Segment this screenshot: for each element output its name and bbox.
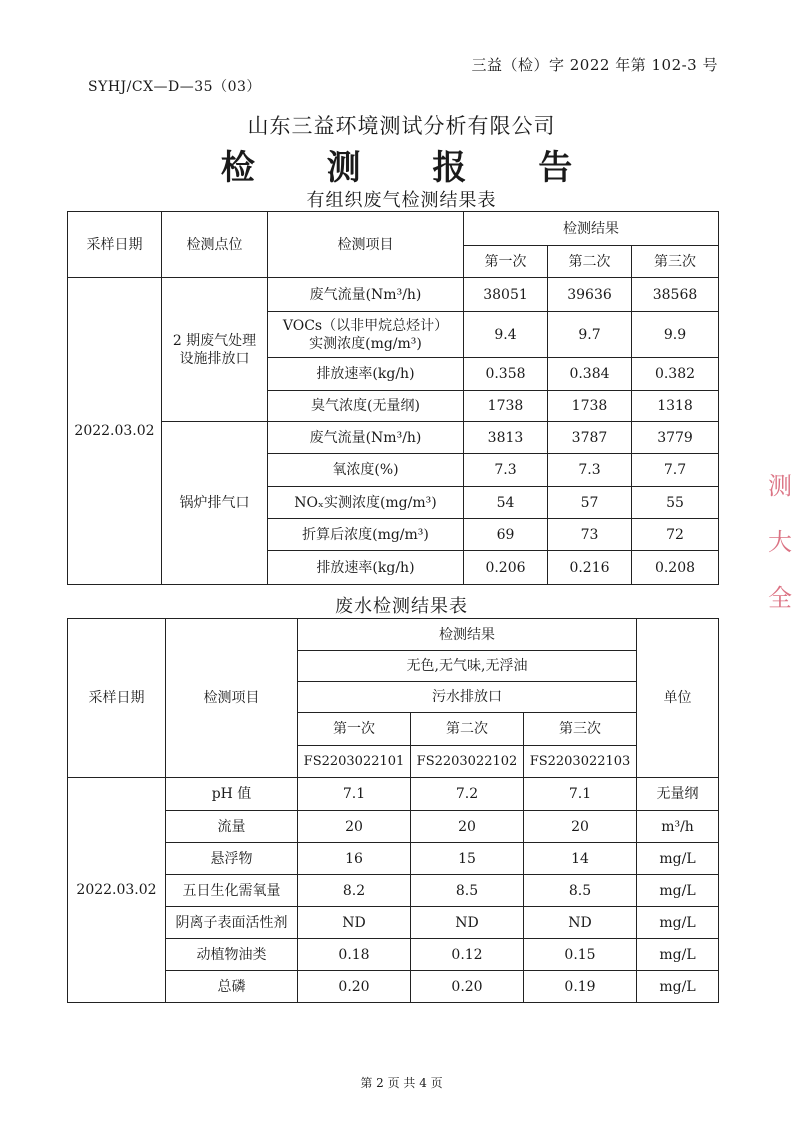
water-value-1: 0.20 [298, 971, 411, 1003]
water-value-2: ND [411, 907, 524, 939]
gas-value-1: 7.3 [464, 454, 548, 487]
table-row [68, 811, 719, 843]
table-row [68, 971, 719, 1003]
gas-value-3: 3779 [632, 422, 719, 454]
table-row [68, 843, 719, 875]
gas-value-1: 54 [464, 487, 548, 519]
gas-value-3: 9.9 [632, 312, 719, 358]
water-unit: mg/L [637, 875, 719, 907]
water-value-1: ND [298, 907, 411, 939]
table-row [68, 907, 719, 939]
table-row [68, 939, 719, 971]
water-unit: 无量纲 [637, 778, 719, 811]
water-sample-id-1: FS2203022101 [298, 746, 411, 778]
water-item-name: pH 值 [166, 778, 298, 811]
water-unit: m³/h [637, 811, 719, 843]
water-sample-id-2: FS2203022102 [411, 746, 524, 778]
gas-header-round-2: 第二次 [548, 246, 632, 278]
gas-item-name: 废气流量(Nm³/h) [268, 278, 464, 312]
gas-table-title: 有组织废气检测结果表 [306, 190, 497, 211]
water-unit: mg/L [637, 971, 719, 1003]
gas-value-3: 0.208 [632, 551, 719, 585]
gas-item-name: 排放速率(kg/h) [268, 551, 464, 585]
water-header-appearance: 无色,无气味,无浮油 [298, 651, 637, 682]
seal-stamp [768, 458, 803, 638]
gas-item-name: 氧浓度(%) [268, 454, 464, 487]
report-number: 三益（检）字 2022 年第 102-3 号 [471, 56, 718, 74]
gas-header-round-1: 第一次 [464, 246, 548, 278]
gas-value-2: 7.3 [548, 454, 632, 487]
stamp-char: 全 [768, 584, 792, 612]
gas-header-round-3: 第三次 [632, 246, 719, 278]
table-row [68, 875, 719, 907]
gas-value-1: 0.358 [464, 358, 548, 391]
water-sampling-date: 2022.03.02 [68, 778, 166, 1003]
gas-value-3: 72 [632, 519, 719, 551]
water-value-2: 20 [411, 811, 524, 843]
gas-value-1: 0.206 [464, 551, 548, 585]
water-header-round-2: 第二次 [411, 713, 524, 746]
gas-header-item: 检测项目 [268, 212, 464, 278]
gas-point-name: 2 期废气处理设施排放口 [162, 278, 268, 422]
water-sample-id-3: FS2203022103 [524, 746, 637, 778]
gas-value-2: 57 [548, 487, 632, 519]
gas-value-2: 9.7 [548, 312, 632, 358]
water-value-3: 20 [524, 811, 637, 843]
gas-value-3: 7.7 [632, 454, 719, 487]
water-value-2: 8.5 [411, 875, 524, 907]
water-value-1: 0.18 [298, 939, 411, 971]
gas-item-name: 折算后浓度(mg/m³) [268, 519, 464, 551]
water-header-round-3: 第三次 [524, 713, 637, 746]
gas-value-1: 3813 [464, 422, 548, 454]
water-unit: mg/L [637, 939, 719, 971]
gas-value-3: 1318 [632, 391, 719, 422]
gas-value-3: 38568 [632, 278, 719, 312]
water-header-outlet: 污水排放口 [298, 682, 637, 713]
gas-value-2: 39636 [548, 278, 632, 312]
water-results-table [67, 618, 719, 1003]
table-row [68, 778, 719, 811]
water-value-3: 7.1 [524, 778, 637, 811]
report-title: 检 测 报 告 [220, 148, 603, 188]
water-value-1: 7.1 [298, 778, 411, 811]
gas-sampling-date: 2022.03.02 [68, 278, 162, 585]
water-value-3: ND [524, 907, 637, 939]
gas-value-2: 3787 [548, 422, 632, 454]
water-value-1: 20 [298, 811, 411, 843]
water-value-2: 0.20 [411, 971, 524, 1003]
table-row [68, 278, 719, 312]
company-name: 山东三益环境测试分析有限公司 [247, 114, 556, 138]
water-item-name: 总磷 [166, 971, 298, 1003]
water-header-date: 采样日期 [68, 619, 166, 778]
water-value-3: 14 [524, 843, 637, 875]
gas-item-name: 臭气浓度(无量纲) [268, 391, 464, 422]
gas-value-3: 55 [632, 487, 719, 519]
gas-item-name: 废气流量(Nm³/h) [268, 422, 464, 454]
water-header-item: 检测项目 [166, 619, 298, 778]
water-unit: mg/L [637, 843, 719, 875]
water-header-result: 检测结果 [298, 619, 637, 651]
gas-item-name: NOₓ实测浓度(mg/m³) [268, 487, 464, 519]
water-item-name: 流量 [166, 811, 298, 843]
table-row [68, 422, 719, 454]
water-value-3: 8.5 [524, 875, 637, 907]
gas-value-2: 1738 [548, 391, 632, 422]
water-item-name: 五日生化需氧量 [166, 875, 298, 907]
water-item-name: 阴离子表面活性剂 [166, 907, 298, 939]
water-unit: mg/L [637, 907, 719, 939]
gas-value-1: 38051 [464, 278, 548, 312]
water-value-3: 0.15 [524, 939, 637, 971]
gas-value-1: 69 [464, 519, 548, 551]
page-footer: 第 2 页 共 4 页 [360, 1076, 443, 1090]
water-table-title: 废水检测结果表 [335, 596, 468, 617]
gas-header-date: 采样日期 [68, 212, 162, 278]
water-header-unit: 单位 [637, 619, 719, 778]
gas-value-1: 1738 [464, 391, 548, 422]
gas-point-name: 锅炉排气口 [162, 422, 268, 585]
gas-item-name: 排放速率(kg/h) [268, 358, 464, 391]
gas-value-1: 9.4 [464, 312, 548, 358]
gas-item-name: VOCs（以非甲烷总烃计）实测浓度(mg/m³) [268, 312, 464, 358]
water-value-2: 7.2 [411, 778, 524, 811]
gas-results-table [67, 211, 719, 585]
gas-value-2: 0.216 [548, 551, 632, 585]
water-item-name: 动植物油类 [166, 939, 298, 971]
gas-header-point: 检测点位 [162, 212, 268, 278]
gas-header-result: 检测结果 [464, 212, 719, 246]
water-value-3: 0.19 [524, 971, 637, 1003]
water-value-2: 0.12 [411, 939, 524, 971]
water-value-1: 16 [298, 843, 411, 875]
stamp-char: 测 [768, 472, 792, 500]
gas-value-3: 0.382 [632, 358, 719, 391]
water-value-2: 15 [411, 843, 524, 875]
water-item-name: 悬浮物 [166, 843, 298, 875]
stamp-char: 大 [768, 528, 792, 556]
gas-value-2: 0.384 [548, 358, 632, 391]
form-code: SYHJ/CX—D—35（03） [88, 79, 261, 95]
gas-value-2: 73 [548, 519, 632, 551]
water-value-1: 8.2 [298, 875, 411, 907]
water-header-round-1: 第一次 [298, 713, 411, 746]
